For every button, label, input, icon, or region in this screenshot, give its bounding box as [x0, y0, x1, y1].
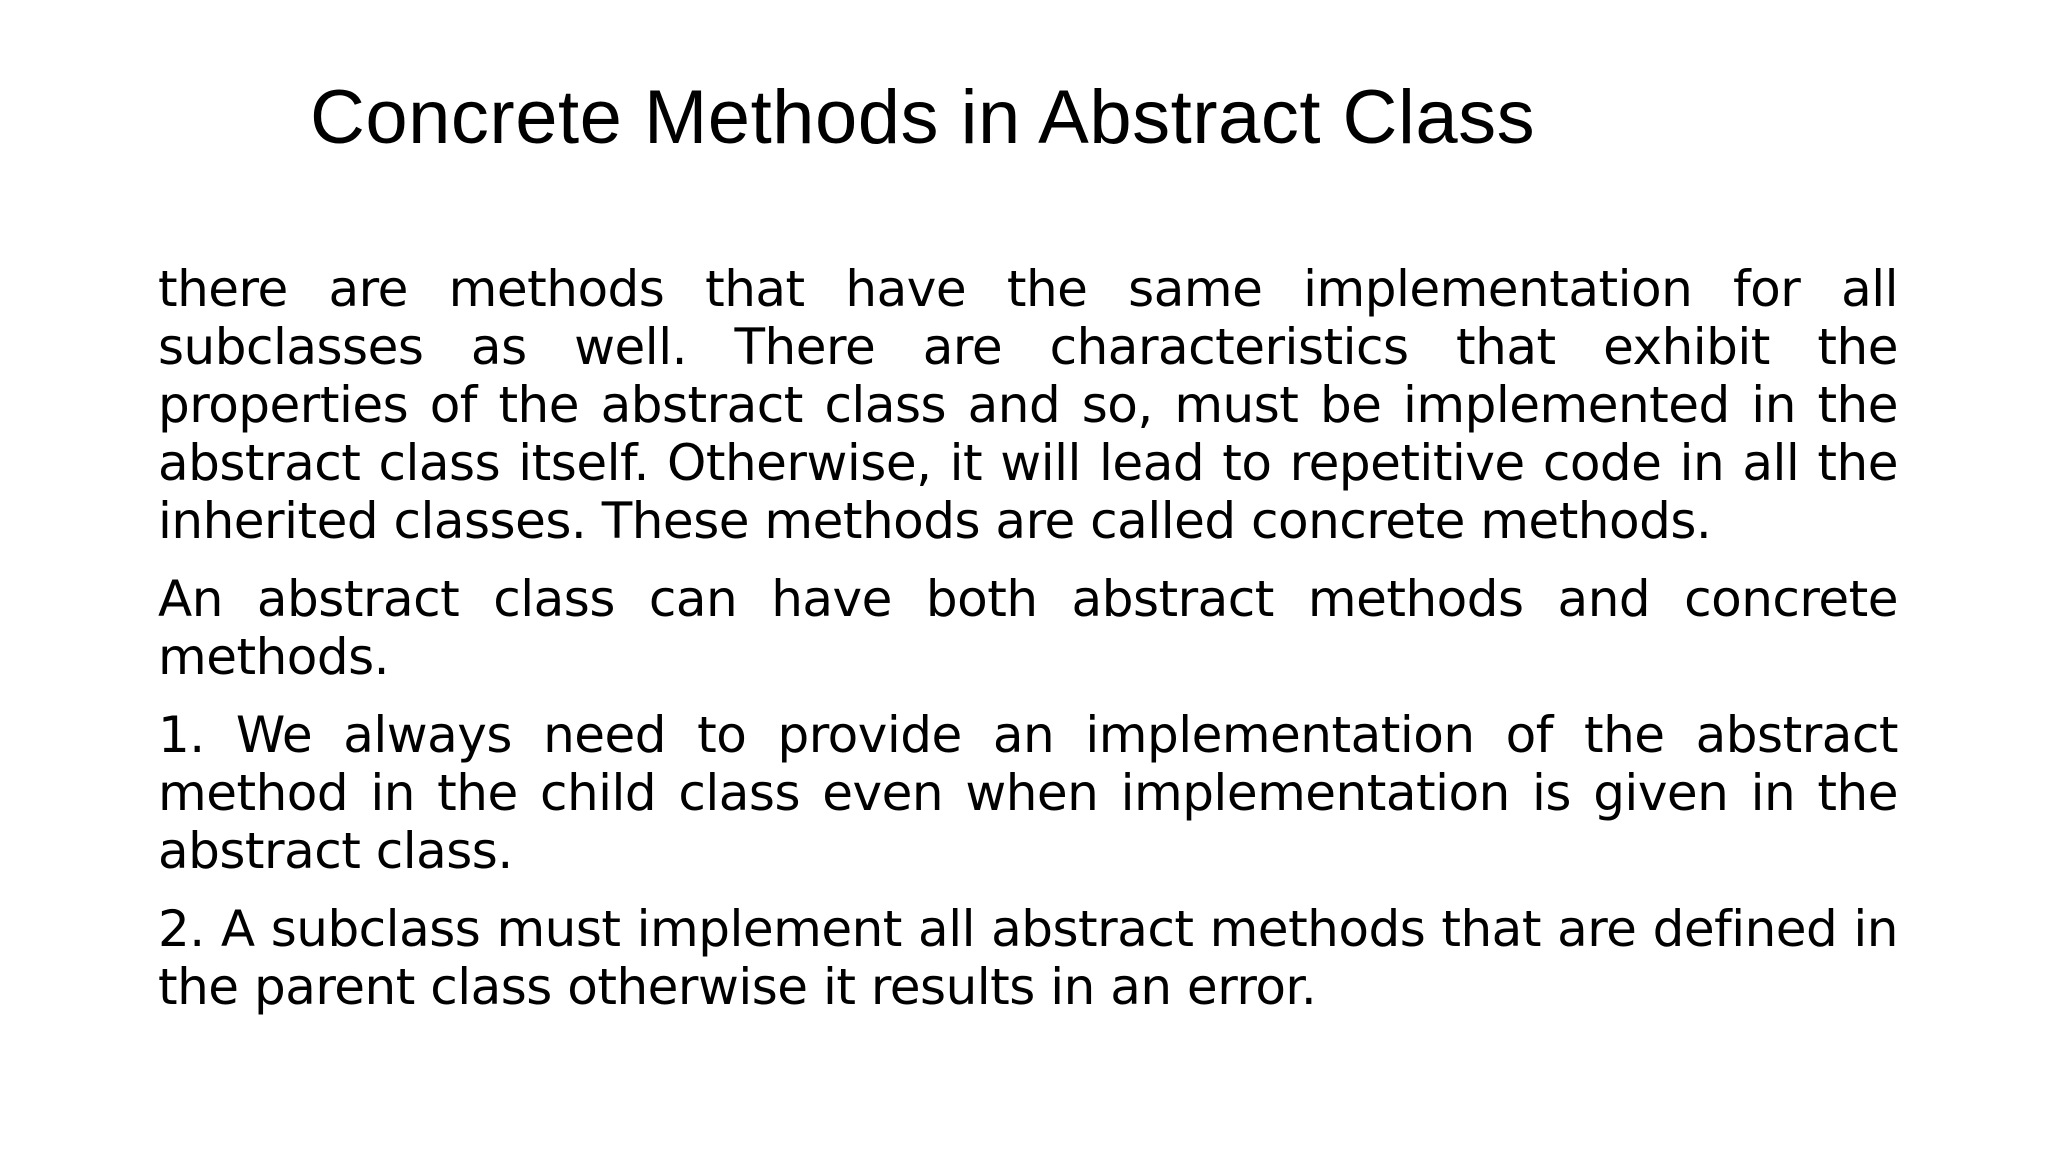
- paragraph-point-1: 1. We always need to provide an implementation of the abstract method in the child class even when implementation is given in the abstract class.: [158, 706, 1898, 880]
- paragraph-concrete-methods-intro: there are methods that have the same implementation for all subclasses as well. There are characteristics that exhibit the properties of the abstract class and so, must be implemented in the abstract class itself. Otherwise, it will lead to repetitive code in all the inherited classes. These methods are called concrete methods.: [158, 260, 1898, 550]
- slide-title: Concrete Methods in Abstract Class: [310, 75, 1536, 160]
- paragraph-point-2: 2. A subclass must implement all abstract methods that are defined in the parent class otherwise it results in an error.: [158, 900, 1898, 1016]
- paragraph-abstract-class-both: An abstract class can have both abstract methods and concrete methods.: [158, 570, 1898, 686]
- slide-body: [158, 260, 1898, 1036]
